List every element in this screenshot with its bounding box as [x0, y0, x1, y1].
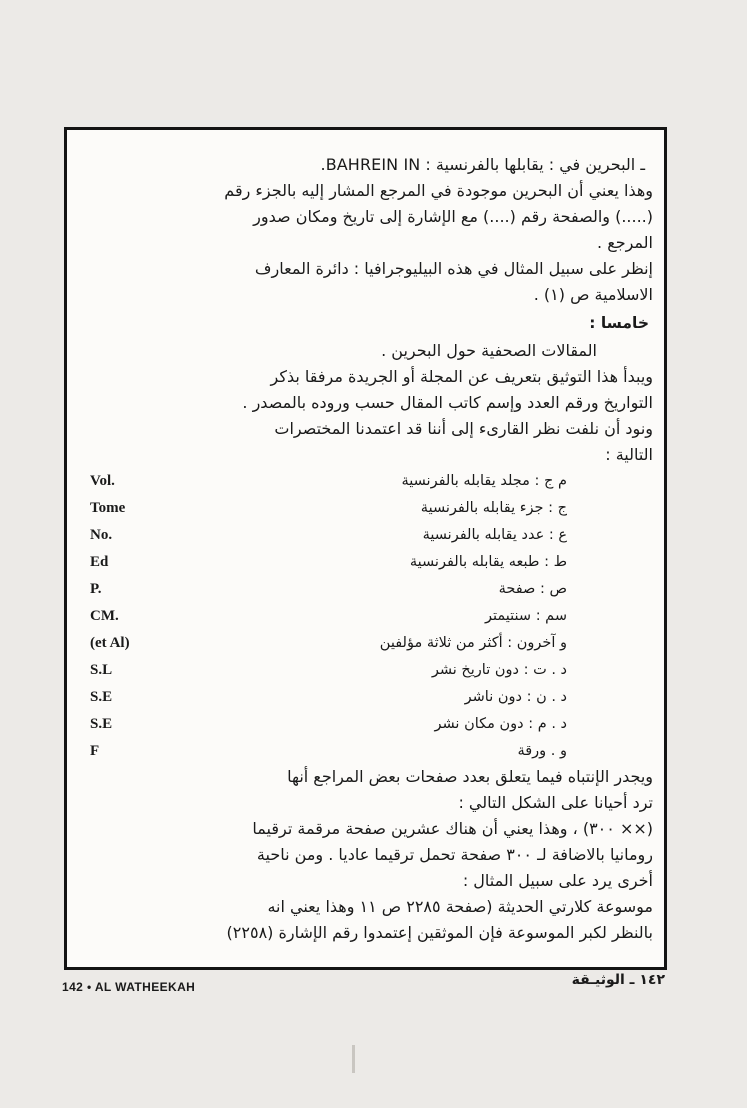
footer-page-number-latin: 142 • AL WATHEEKAH	[62, 980, 196, 994]
abbr-arabic: م ج : مجلد يقابله بالفرنسية	[401, 473, 567, 489]
abbr-arabic: د . ن : دون ناشر	[464, 689, 567, 705]
text-line: ـ البحرين في : يقابلها بالفرنسية : BAHREIN IN.	[320, 155, 645, 174]
abbr-latin: Tome	[90, 500, 126, 516]
abbr-latin: S.E	[90, 689, 113, 705]
text-line: التالية :	[605, 445, 653, 464]
text-line: المرجع .	[597, 233, 653, 252]
text-line: أخرى يرد على سبيل المثال :	[462, 871, 653, 890]
abbr-latin: (et Al)	[90, 635, 130, 651]
abbr-latin: Vol.	[90, 473, 115, 489]
text-line: بالنظر لكبر الموسوعة فإن الموثقين إعتمدوا رقم الإشارة (٢٢٥٨)	[226, 923, 653, 942]
abbr-latin: S.E	[90, 716, 113, 732]
abbr-latin: No.	[90, 527, 113, 543]
text-line: ويبدأ هذا التوثيق بتعريف عن المجلة أو الجريدة مرفقا بذكر	[270, 367, 653, 386]
text-line: ونود أن نلفت نظر القارىء إلى أننا قد اعتمدنا المختصرات	[274, 419, 653, 438]
abbr-latin: S.L	[90, 662, 113, 678]
text-line: (×× ٣٠٠) ، وهذا يعني أن هناك عشرين صفحة مرقمة ترقيما	[252, 819, 653, 838]
abbr-arabic: ع : عدد يقابله بالفرنسية	[422, 527, 567, 543]
text-line: ترد أحيانا على الشكل التالي :	[458, 793, 653, 812]
abbr-arabic: ص : صفحة	[498, 581, 567, 597]
text-line: رومانيا بالاضافة لـ ٣٠٠ صفحة تحمل ترقيما عاديا . ومن ناحية	[256, 845, 653, 864]
abbr-arabic: د . ت : دون تاريخ نشر	[431, 662, 567, 678]
abbr-latin: P.	[90, 581, 102, 597]
abbr-latin: Ed	[90, 554, 109, 570]
text-line: ويجدر الإنتباه فيما يتعلق بعدد صفحات بعض المراجع أنها	[287, 767, 653, 786]
text-line: إنظر على سبيل المثال في هذه البيليوجرافيا : دائرة المعارف	[254, 259, 653, 278]
abbr-arabic: و آخرون : أكثر من ثلاثة مؤلفين	[379, 635, 567, 651]
page-binding-mark	[352, 1045, 355, 1073]
text-line: (.....) والصفحة رقم (....) مع الإشارة إلى تاريخ ومكان صدور	[253, 207, 653, 226]
abbr-arabic: ط : طبعه يقابله بالفرنسية	[409, 554, 567, 570]
abbr-latin: F	[90, 743, 100, 759]
text-line: التواريخ ورقم العدد وإسم كاتب المقال حسب وروده بالمصدر .	[242, 393, 653, 412]
footer-page-number-arabic: ١٤٢ ـ الوثيـقة	[571, 972, 665, 988]
abbr-arabic: و . ورقة	[517, 743, 567, 759]
text-line: الاسلامية ص (١) .	[533, 285, 653, 304]
text-line: المقالات الصحفية حول البحرين .	[381, 341, 597, 360]
abbr-arabic: سم : سنتيمتر	[485, 608, 567, 624]
abbr-arabic: ج : جزء يقابله بالفرنسية	[420, 500, 567, 516]
section-heading: خامسا :	[589, 314, 649, 332]
abbr-latin: CM.	[90, 608, 119, 624]
text-line: وهذا يعني أن البحرين موجودة في المرجع المشار إليه بالجزء رقم	[224, 181, 653, 200]
abbr-arabic: د . م : دون مكان نشر	[434, 716, 567, 732]
text-line: موسوعة كلارتي الحديثة (صفحة ٢٢٨٥ ص ١١ وهذا يعني انه	[267, 897, 653, 916]
